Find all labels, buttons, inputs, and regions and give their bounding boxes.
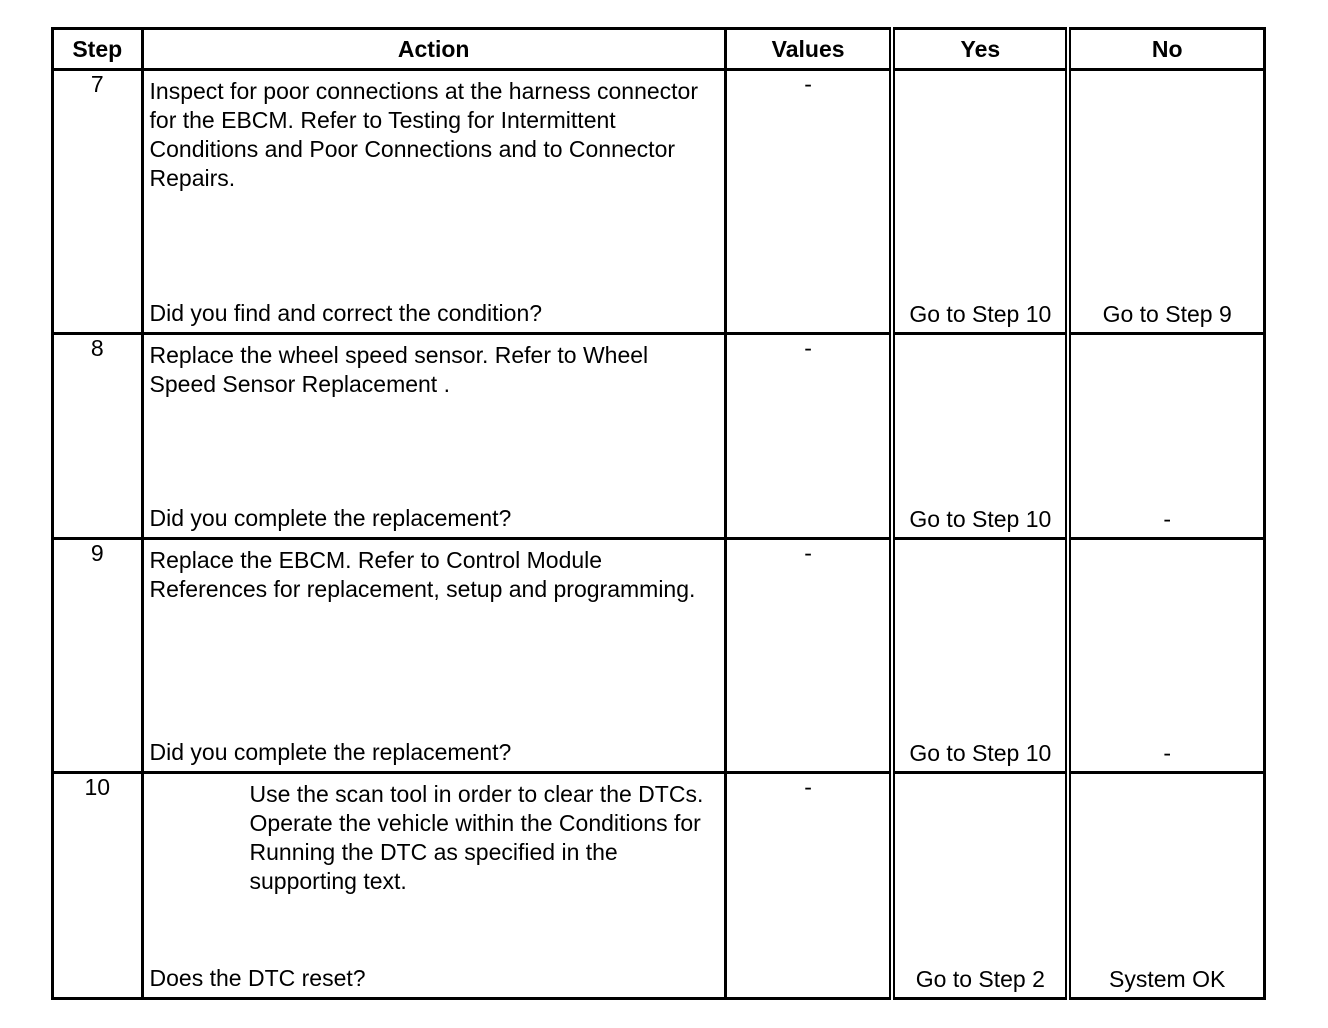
yes-cell <box>892 334 1068 539</box>
table-row-step-10 <box>53 773 1265 999</box>
step-number: 9 <box>53 539 143 773</box>
yes-result: Go to Step 10 <box>909 740 1052 766</box>
action-cell <box>142 539 725 773</box>
step-number: 7 <box>53 70 143 334</box>
diagnostic-table <box>51 27 1266 1000</box>
header-no: No <box>1068 29 1264 70</box>
no-result: Go to Step 9 <box>1102 301 1232 327</box>
no-cell <box>1068 773 1264 999</box>
yes-result: Go to Step 10 <box>909 506 1052 532</box>
action-text: Inspect for poor connections at the harness connector for the EBCM. Refer to Testing for Intermittent Conditions and Poor Connections and to Connector Repairs. <box>149 78 699 191</box>
table-row-step-8 <box>53 334 1265 539</box>
action-question: Did you complete the replacement? <box>149 739 512 765</box>
table-row-step-9 <box>53 539 1265 773</box>
yes-cell <box>892 539 1068 773</box>
step-number: 10 <box>53 773 143 999</box>
step-number: 8 <box>53 334 143 539</box>
values-cell: - <box>725 539 892 773</box>
no-result: - <box>1163 506 1171 532</box>
action-text: Replace the EBCM. Refer to Control Module References for replacement, setup and programming. <box>149 547 696 602</box>
no-result: - <box>1163 740 1171 766</box>
header-yes: Yes <box>892 29 1068 70</box>
action-list <box>144 774 724 896</box>
header-row <box>53 29 1265 70</box>
header-step: Step <box>53 29 143 70</box>
no-cell <box>1068 539 1264 773</box>
no-cell <box>1068 70 1264 334</box>
yes-result: Go to Step 2 <box>915 966 1045 992</box>
action-question: Did you complete the replacement? <box>149 505 512 531</box>
no-cell <box>1068 334 1264 539</box>
action-question: Did you find and correct the condition? <box>149 300 543 326</box>
no-result: System OK <box>1109 966 1226 992</box>
values-cell: - <box>725 773 892 999</box>
header-values: Values <box>725 29 892 70</box>
action-question: Does the DTC reset? <box>149 965 366 991</box>
action-cell <box>142 773 725 999</box>
action-cell <box>142 70 725 334</box>
table-row-step-7 <box>53 70 1265 334</box>
header-action: Action <box>142 29 725 70</box>
action-text: Replace the wheel speed sensor. Refer to Wheel Speed Sensor Replacement . <box>149 342 649 397</box>
action-item: Use the scan tool in order to clear the DTCs. <box>249 781 704 807</box>
action-item: Operate the vehicle within the Conditions for Running the DTC as specified in the supporting text. <box>249 810 701 894</box>
values-cell: - <box>725 334 892 539</box>
yes-cell <box>892 773 1068 999</box>
values-cell: - <box>725 70 892 334</box>
yes-cell <box>892 70 1068 334</box>
action-cell <box>142 334 725 539</box>
yes-result: Go to Step 10 <box>909 301 1052 327</box>
